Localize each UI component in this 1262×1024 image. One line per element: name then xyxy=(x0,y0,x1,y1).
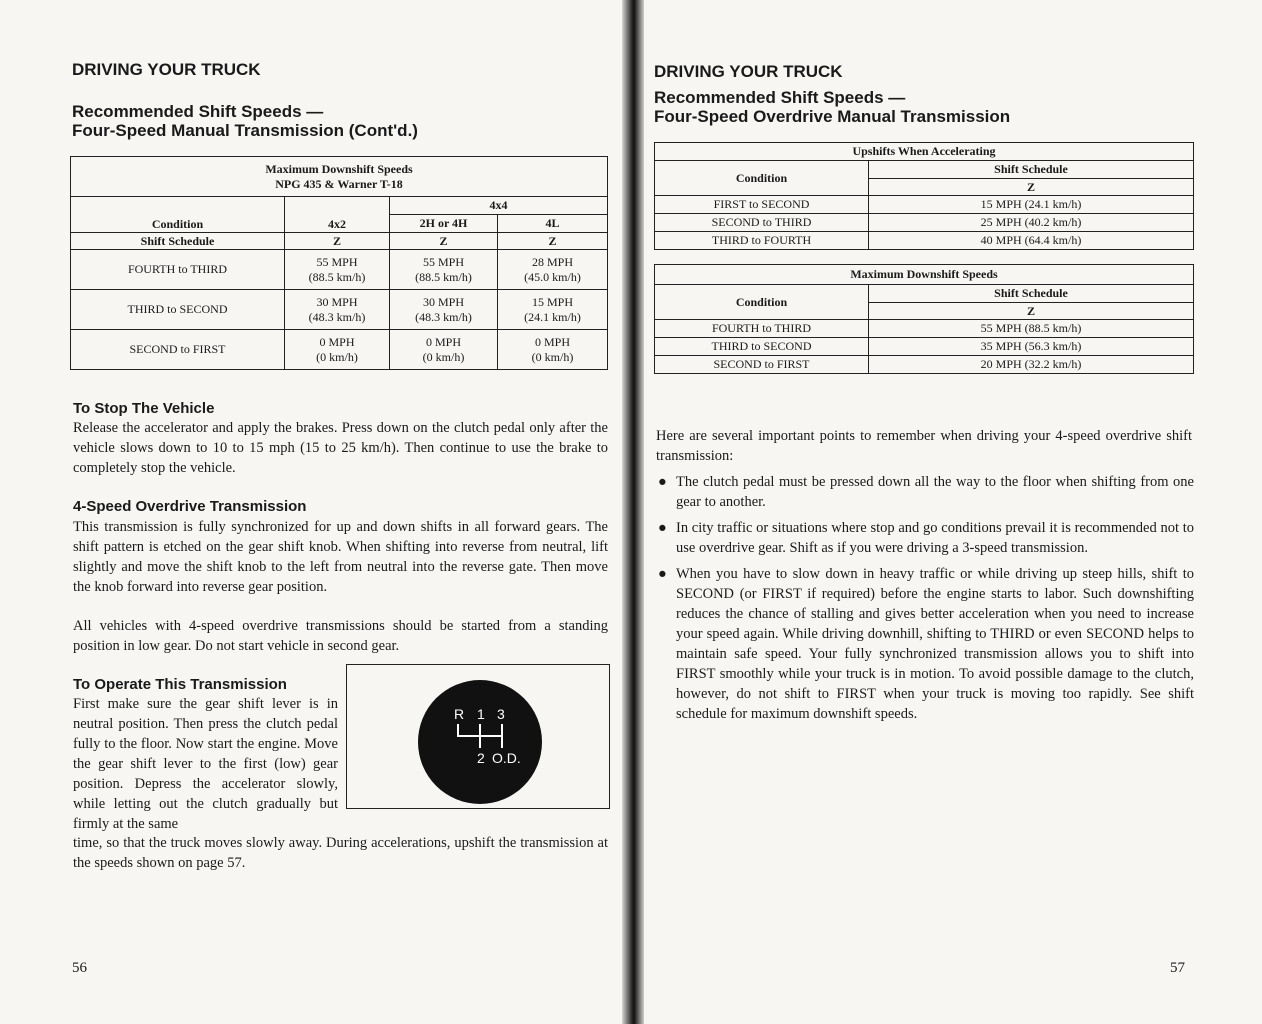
od-text: This transmission is fully synchronized for up and down shifts in all forward gears. The shift pattern is etched on the gear shift knob. When shifting into reverse from neutral, lift slightly and move the shift knob to the left from neutral into the reverse gate. Then move the knob forward into reverse gear position. xyxy=(73,519,608,595)
row-value: 55 MPH (88.5 km/h) xyxy=(869,320,1194,338)
table-header-line-2: NPG 435 & Warner T-18 xyxy=(275,176,403,191)
table-row xyxy=(655,320,1194,338)
gear-r-label: R xyxy=(454,706,465,722)
list-item: ● In city traffic or situations where stop and go conditions prevail it is recommended not to use overdrive gear. Shift as if you were driving a 3-speed transmission. xyxy=(658,520,1194,556)
col-condition: Condition xyxy=(71,197,285,233)
col-shift-schedule: Shift Schedule xyxy=(71,233,285,250)
downshift-table-right xyxy=(654,264,1194,374)
row-condition: FOURTH to THIRD xyxy=(71,250,285,290)
row-value: 15 MPH (24.1 km/h) xyxy=(869,196,1194,214)
cell-2h4h: 55 MPH (88.5 km/h) xyxy=(390,250,498,290)
gear-1-label: 1 xyxy=(477,706,485,722)
running-head-right: DRIVING YOUR TRUCK xyxy=(654,62,843,81)
table-row xyxy=(71,250,608,290)
z-label: Z xyxy=(498,233,608,250)
title-line-2: Four-Speed Manual Transmission (Cont'd.) xyxy=(72,121,418,140)
row-condition: THIRD to SECOND xyxy=(71,290,285,330)
table-row xyxy=(655,214,1194,232)
page-number-left: 56 xyxy=(72,960,87,976)
list-item: ● When you have to slow down in heavy traffic or while driving up steep hills, shift to SECOND (or FIRST if required) before the engine starts to labor. Such downshifting reduces the chance of stalling and gives better acceleration when you need to increase your speed again. While driving downhill, shifting to THIRD or even SECOND helps to maintain safe speed. Your fully synchronized transmission allows you to shift into FIRST smoothly while your truck is in motion. To avoid possible damage to the clutch, however, do not shift to FIRST when your truck is moving too rapidly. See shift schedule for maximum downshift speeds. xyxy=(658,566,1194,722)
col-shift-schedule: Shift Schedule xyxy=(869,161,1194,179)
row-value: 20 MPH (32.2 km/h) xyxy=(869,356,1194,374)
col-shift-schedule: Shift Schedule xyxy=(869,285,1194,303)
page-number-right: 57 xyxy=(1170,960,1185,976)
od-heading: 4-Speed Overdrive Transmission xyxy=(73,498,307,515)
z-label: Z xyxy=(869,179,1194,196)
table-row xyxy=(655,232,1194,250)
cell-2h4h: 30 MPH (48.3 km/h) xyxy=(390,290,498,330)
table-header-line-1: Maximum Downshift Speeds xyxy=(265,161,413,176)
table-row xyxy=(655,196,1194,214)
row-value: 25 MPH (40.2 km/h) xyxy=(869,214,1194,232)
row-condition: SECOND to FIRST xyxy=(71,330,285,370)
row-value: 40 MPH (64.4 km/h) xyxy=(869,232,1194,250)
stop-heading: To Stop The Vehicle xyxy=(73,400,215,417)
title-line-2: Four-Speed Overdrive Manual Transmission xyxy=(654,107,1011,126)
z-label: Z xyxy=(285,233,390,250)
row-condition: SECOND to THIRD xyxy=(655,214,869,232)
gear-od-label: O.D. xyxy=(492,750,521,766)
shift-pattern-icon xyxy=(450,722,520,752)
row-condition: THIRD to FOURTH xyxy=(655,232,869,250)
running-head-left: DRIVING YOUR TRUCK xyxy=(72,60,261,79)
downshift-table-left xyxy=(70,156,608,370)
cell-4l: 0 MPH (0 km/h) xyxy=(498,330,608,370)
table-row xyxy=(655,338,1194,356)
table-header xyxy=(71,157,608,197)
col-condition: Condition xyxy=(655,161,869,196)
col-condition: Condition xyxy=(655,285,869,320)
intro-text: Here are several important points to remember when driving your 4-speed overdrive shift transmission: xyxy=(656,428,1192,464)
table-row xyxy=(71,290,608,330)
cell-2h4h: 0 MPH (0 km/h) xyxy=(390,330,498,370)
col-4x4: 4x4 xyxy=(390,197,608,215)
bullet-icon: ● xyxy=(658,474,667,490)
row-condition: FOURTH to THIRD xyxy=(655,320,869,338)
cell-4l: 28 MPH (45.0 km/h) xyxy=(498,250,608,290)
bullet-icon: ● xyxy=(658,566,667,582)
list-item: ● The clutch pedal must be pressed down all the way to the floor when shifting from one gear to another. xyxy=(658,474,1194,510)
row-condition: FIRST to SECOND xyxy=(655,196,869,214)
title-line-1: Recommended Shift Speeds — xyxy=(654,88,906,107)
title-line-1: Recommended Shift Speeds — xyxy=(72,102,324,121)
row-value: 35 MPH (56.3 km/h) xyxy=(869,338,1194,356)
z-label: Z xyxy=(390,233,498,250)
od-text-2: All vehicles with 4-speed overdrive transmissions should be started from a standing position in low gear. Do not start vehicle in second gear. xyxy=(73,618,608,654)
col-4x2: 4x2 xyxy=(285,197,390,233)
section-title-left xyxy=(72,102,418,140)
z-label: Z xyxy=(869,303,1194,320)
cell-4x2: 30 MPH (48.3 km/h) xyxy=(285,290,390,330)
section-title-right xyxy=(654,88,1010,126)
table-row xyxy=(655,356,1194,374)
col-4l: 4L xyxy=(498,215,608,233)
row-condition: SECOND to FIRST xyxy=(655,356,869,374)
table-row xyxy=(71,330,608,370)
operate-text-cont: time, so that the truck moves slowly away. During accelerations, upshift the transmission at the speeds shown on page 57. xyxy=(73,835,608,871)
row-condition: THIRD to SECOND xyxy=(655,338,869,356)
table-header: Maximum Downshift Speeds xyxy=(655,265,1194,285)
table-header: Upshifts When Accelerating xyxy=(655,143,1194,161)
book-gutter xyxy=(622,0,644,1024)
operate-text: First make sure the gear shift lever is in neutral position. Then press the clutch pedal fully to the floor. Now start the engine. Move the gear shift lever to the first (low) gear position. Depress the accelerator slowly, while letting out the clutch gradually but firmly at the same xyxy=(73,696,338,832)
gear-2-label: 2 xyxy=(477,750,485,766)
bullet-icon: ● xyxy=(658,520,667,536)
bullet-list xyxy=(656,472,1194,730)
operate-heading: To Operate This Transmission xyxy=(73,676,287,693)
cell-4l: 15 MPH (24.1 km/h) xyxy=(498,290,608,330)
cell-4x2: 55 MPH (88.5 km/h) xyxy=(285,250,390,290)
stop-text: Release the accelerator and apply the brakes. Press down on the clutch pedal only after the vehicle slows down to 10 to 15 mph (15 to 25 km/h). Then continue to use the brake to completely stop the vehicle. xyxy=(73,420,608,476)
col-2h4h: 2H or 4H xyxy=(390,215,498,233)
gear-3-label: 3 xyxy=(497,706,505,722)
upshift-table xyxy=(654,142,1194,250)
cell-4x2: 0 MPH (0 km/h) xyxy=(285,330,390,370)
